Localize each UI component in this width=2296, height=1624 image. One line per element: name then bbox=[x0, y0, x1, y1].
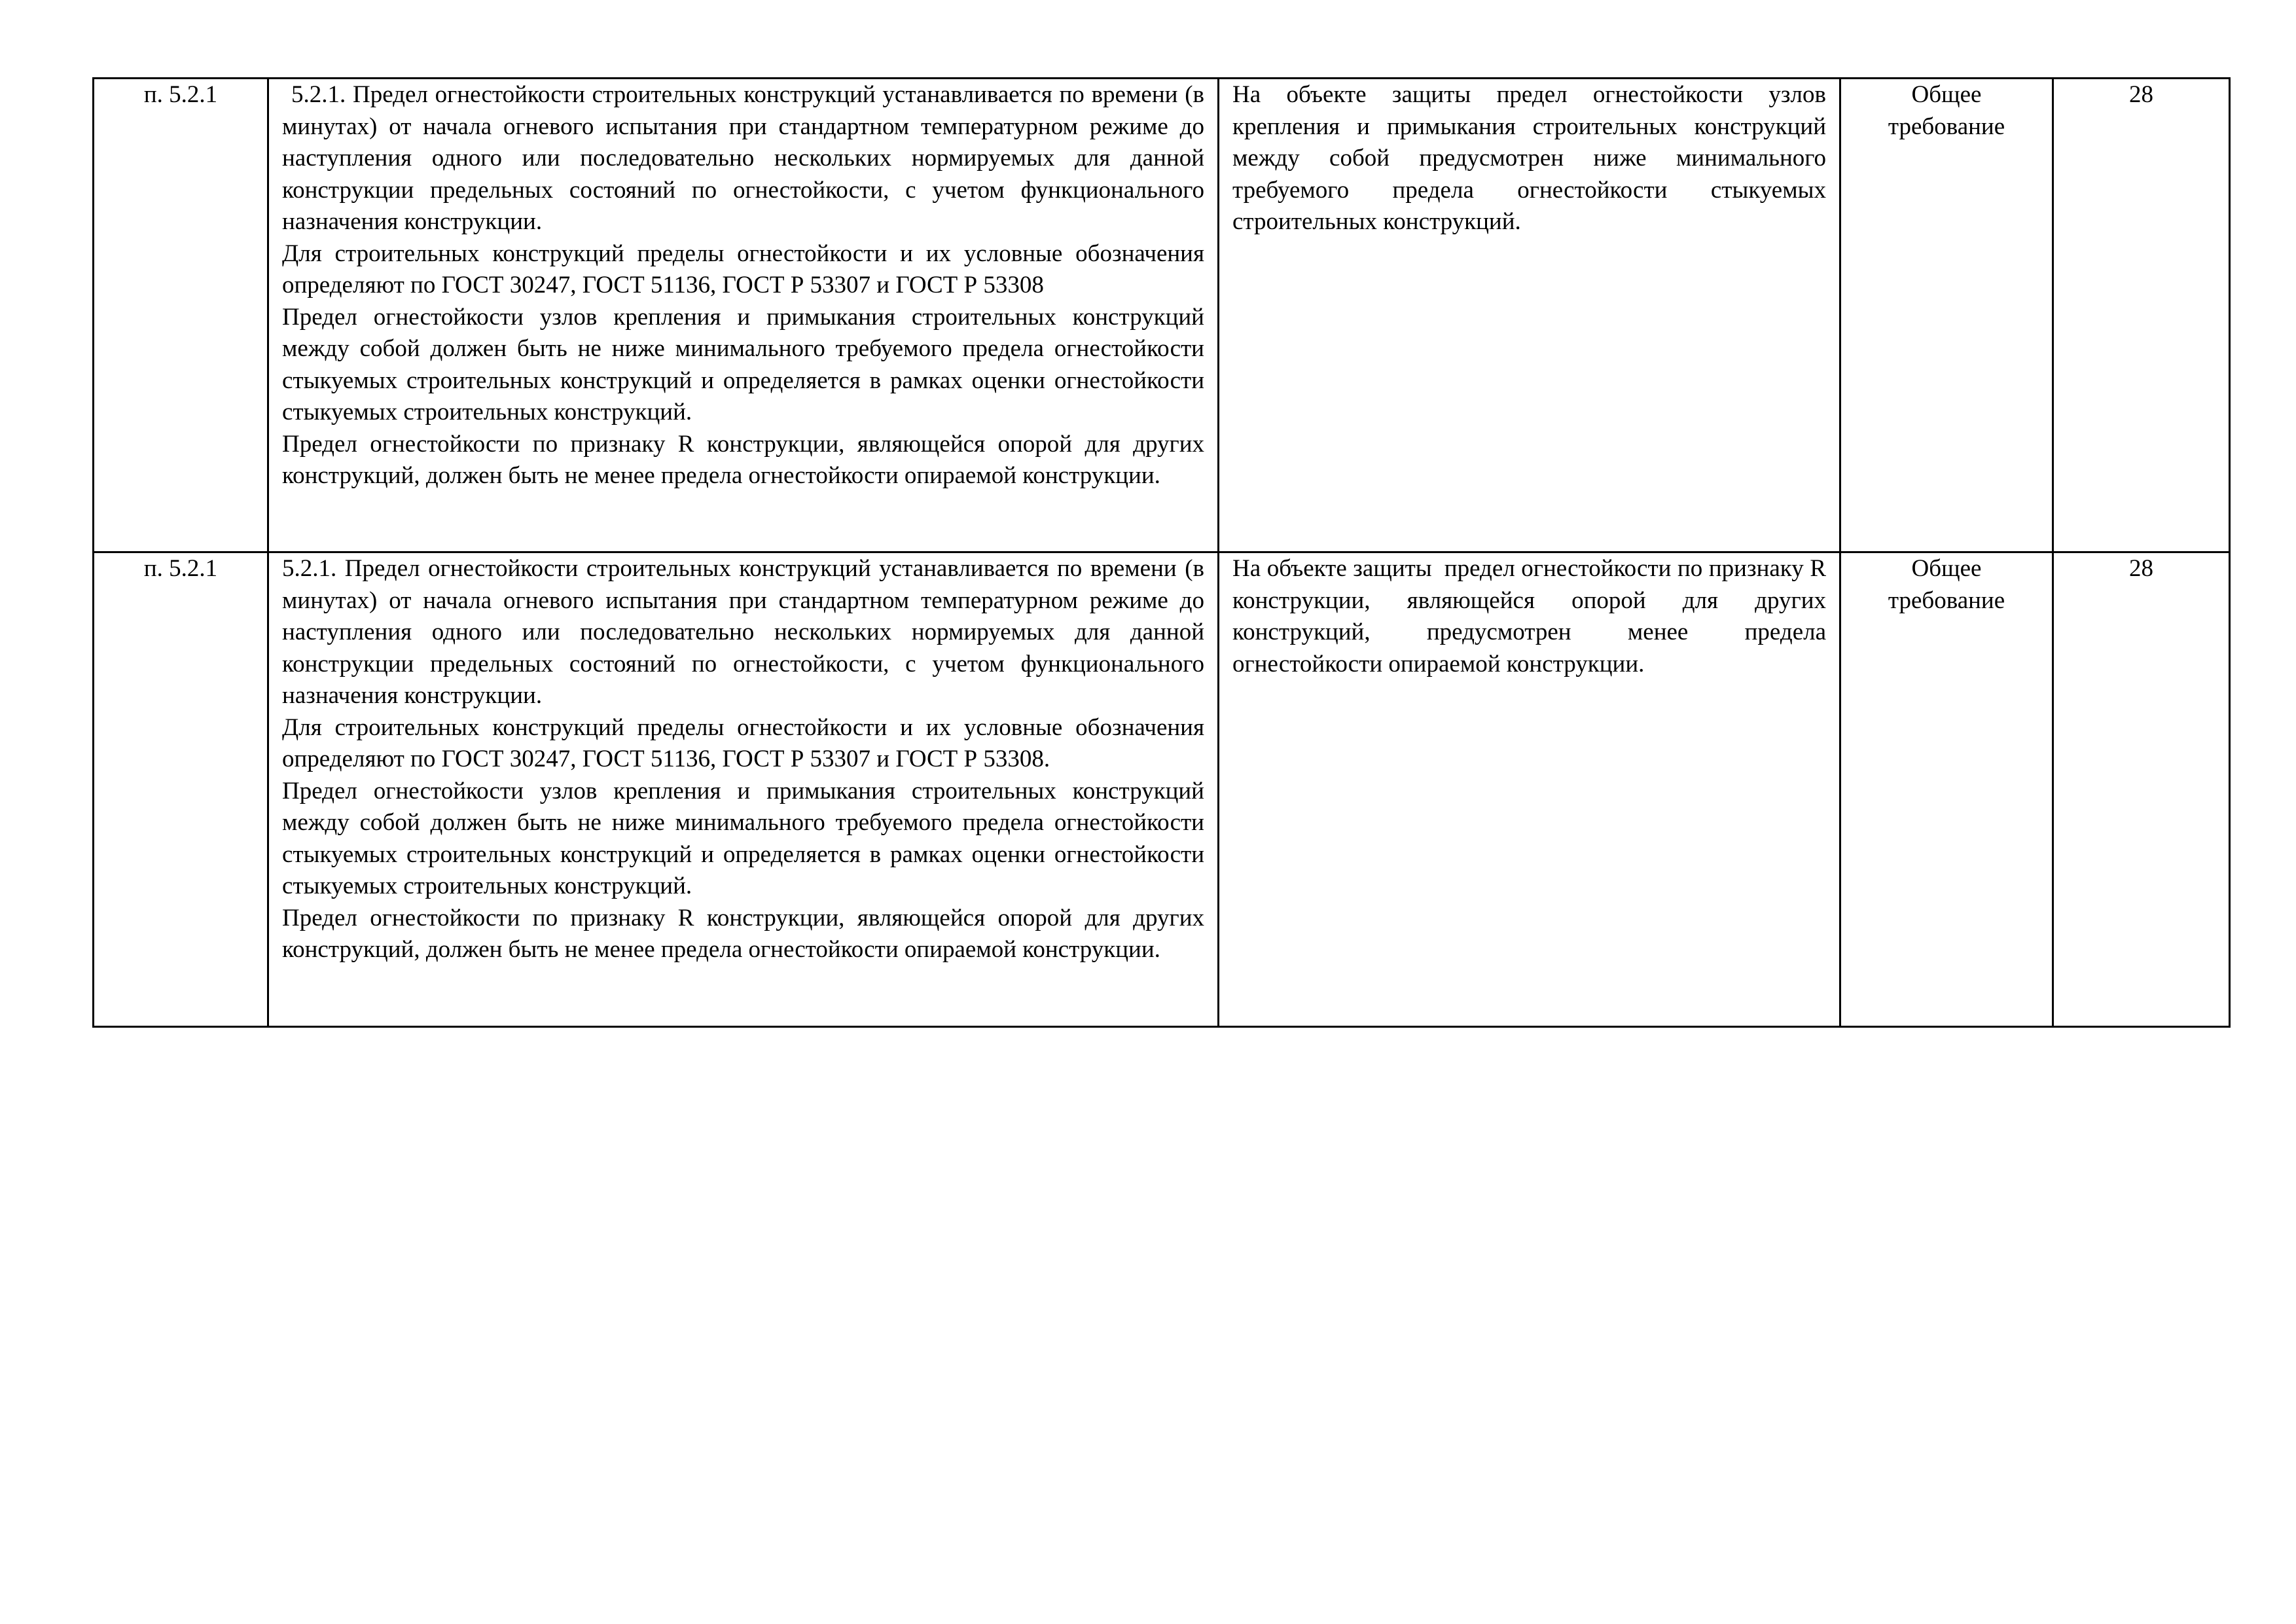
clause-cell: п. 5.2.1 bbox=[94, 79, 268, 552]
norm-text-cell bbox=[268, 552, 1219, 1027]
norm-paragraph: 5.2.1. Предел огнестойкости строительных конструкций устанавливается по времени (в минутах) от начала огневого испытания при стандартном температурном режиме до наступления одного или последовательно нескольких нормируемых для данной конструкции предельных состояний по огнестойкости, с учетом функционального назначения конструкции. bbox=[282, 81, 1204, 235]
norm-paragraph: Предел огнестойкости узлов крепления и примыкания строительных конструкций между собой должен быть не ниже минимального требуемого предела огнестойкости стыкуемых строительных конструкций и определяется в рамках оценки огнестойкости стыкуемых строительных конструкций. bbox=[282, 303, 1204, 425]
table-row bbox=[94, 552, 2230, 1027]
requirement-type-cell: Общее требование bbox=[1840, 552, 2053, 1027]
norm-paragraph: Для строительных конструкций пределы огнестойкости и их условные обозначения определяют по ГОСТ 30247, ГОСТ 51136, ГОСТ Р 53307 и ГОСТ Р 53308 bbox=[282, 240, 1204, 298]
number-cell: 28 bbox=[2053, 552, 2230, 1027]
violation-cell: На объекте защиты предел огнестойкости узлов крепления и примыкания строительных конструкций между собой предусмотрен ниже минимального требуемого предела огнестойкости стыкуемых строительных конструкций. bbox=[1219, 79, 1840, 552]
norm-paragraph: Предел огнестойкости по признаку R конструкции, являющейся опорой для других конструкций, должен быть не менее предела огнестойкости опираемой конструкции. bbox=[282, 904, 1204, 963]
norm-text-cell bbox=[268, 79, 1219, 552]
requirement-type-cell: Общее требование bbox=[1840, 79, 2053, 552]
norm-paragraph: Предел огнестойкости по признаку R конструкции, являющейся опорой для других конструкций, должен быть не менее предела огнестойкости опираемой конструкции. bbox=[282, 430, 1204, 489]
violation-cell: На объекте защиты предел огнестойкости по признаку R конструкции, являющейся опорой для других конструкций, предусмотрен менее предела огнестойкости опираемой конструкции. bbox=[1219, 552, 1840, 1027]
table-row bbox=[94, 79, 2230, 552]
norm-paragraph: Предел огнестойкости узлов крепления и примыкания строительных конструкций между собой должен быть не ниже минимального требуемого предела огнестойкости стыкуемых строительных конструкций и определяется в рамках оценки огнестойкости стыкуемых строительных конструкций. bbox=[282, 777, 1204, 899]
number-cell: 28 bbox=[2053, 79, 2230, 552]
norm-paragraph: Для строительных конструкций пределы огнестойкости и их условные обозначения определяют по ГОСТ 30247, ГОСТ 51136, ГОСТ Р 53307 и ГОСТ Р 53308. bbox=[282, 713, 1204, 772]
norm-paragraph: 5.2.1. Предел огнестойкости строительных конструкций устанавливается по времени (в минутах) от начала огневого испытания при стандартном температурном режиме до наступления одного или последовательно нескольких нормируемых для данной конструкции предельных состояний по огнестойкости, с учетом функционального назначения конструкции. bbox=[282, 555, 1204, 709]
requirements-table bbox=[92, 77, 2231, 1028]
clause-cell: п. 5.2.1 bbox=[94, 552, 268, 1027]
